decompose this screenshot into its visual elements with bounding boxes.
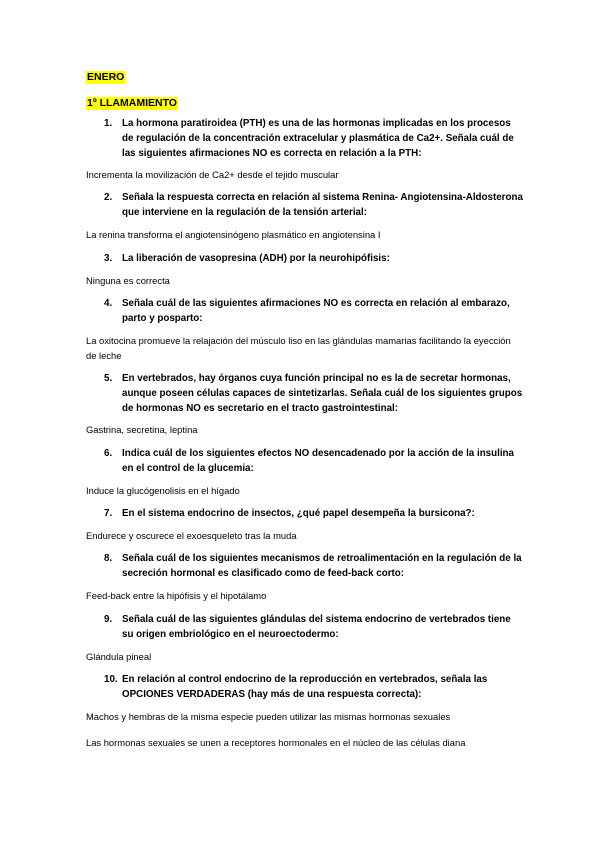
question-1 (104, 116, 524, 161)
question-text: Indica cuál de los siguientes efectos NO desencadenado por la acción de la insulina en el control de la glucemia: (122, 448, 514, 474)
answer-4: La oxitocina promueve la relajación del músculo liso en las glándulas mamarias facilitando la eyección de leche (86, 335, 511, 361)
question-number: 4. (104, 298, 113, 309)
answer-6: Induce la glucógenolisis en el hígado (86, 485, 240, 496)
question-text: En el sistema endocrino de insectos, ¿qué papel desempeña la bursicona?: (122, 508, 475, 519)
month-heading: ENERO (87, 71, 125, 83)
question-number: 5. (104, 373, 113, 384)
answer-3: Ninguna es correcta (86, 275, 170, 286)
question-number: 10. (104, 674, 118, 685)
question-text: La hormona paratiroidea (PTH) es una de las hormonas implicadas en los procesos de regulación de la concentración extracelular y plasmática de Ca2+. Señala cuál de las siguientes afirmaciones NO es correcta en relación a la PTH: (122, 118, 514, 159)
answer-10a: Machos y hembras de la misma especie pueden utilizar las mismas hormonas sexuales (86, 711, 451, 722)
call-heading: 1º LLAMAMIENTO (87, 97, 177, 109)
question-text: En relación al control endocrino de la reproducción en vertebrados, señala las OPCIONES VERDADERAS (hay más de una respuesta correcta): (122, 674, 488, 700)
answer-10b: Las hormonas sexuales se unen a receptores hormonales en el núcleo de las células diana (86, 737, 466, 748)
answer-7: Endurece y oscurece el exoesqueleto tras la muda (86, 530, 297, 541)
answer-2: La renina transforma el angiotensinógeno plasmático en angiotensina I (86, 229, 381, 240)
question-number: 7. (104, 508, 113, 519)
answer-1: Incrementa la movilización de Ca2+ desde el tejido muscular (86, 169, 339, 180)
question-8 (104, 551, 524, 581)
question-2 (104, 190, 524, 220)
question-3 (104, 251, 524, 266)
question-text: La liberación de vasopresina (ADH) por la neurohipófisis: (122, 253, 390, 264)
answer-8: Feed-back entre la hipófisis y el hipotálamo (86, 590, 267, 601)
question-text: Señala cuál de los siguientes mecanismos de retroalimentación en la regulación de la secreción hormonal es clasificado como de feed-back corto: (122, 553, 522, 579)
question-number: 9. (104, 614, 113, 625)
question-7 (104, 506, 524, 521)
question-number: 3. (104, 253, 113, 264)
question-text: Señala la respuesta correcta en relación al sistema Renina- Angiotensina-Aldosterona que interviene en la regulación de la tensión arterial: (122, 192, 523, 218)
question-5 (104, 371, 524, 416)
answer-9: Glándula pineal (86, 651, 152, 662)
question-6 (104, 446, 524, 476)
question-text: Señala cuál de las siguientes glándulas del sistema endocrino de vertebrados tiene su origen embriológico en el neuroectodermo: (122, 614, 511, 640)
question-number: 2. (104, 192, 113, 203)
question-text: En vertebrados, hay órganos cuya función principal no es la de secretar hormonas, aunque poseen células capaces de sintetizarlas. Señala cuál de los siguientes grupos de hormonas NO es secretario en el tracto gastrointestinal: (122, 373, 523, 414)
question-number: 1. (104, 118, 113, 129)
question-4 (104, 296, 524, 326)
question-number: 6. (104, 448, 113, 459)
question-text: Señala cuál de las siguientes afirmaciones NO es correcta en relación al embarazo, parto y posparto: (122, 298, 510, 324)
question-10 (104, 672, 524, 702)
question-number: 8. (104, 553, 113, 564)
question-9 (104, 612, 524, 642)
answer-5: Gastrina, secretina, leptina (86, 424, 198, 435)
